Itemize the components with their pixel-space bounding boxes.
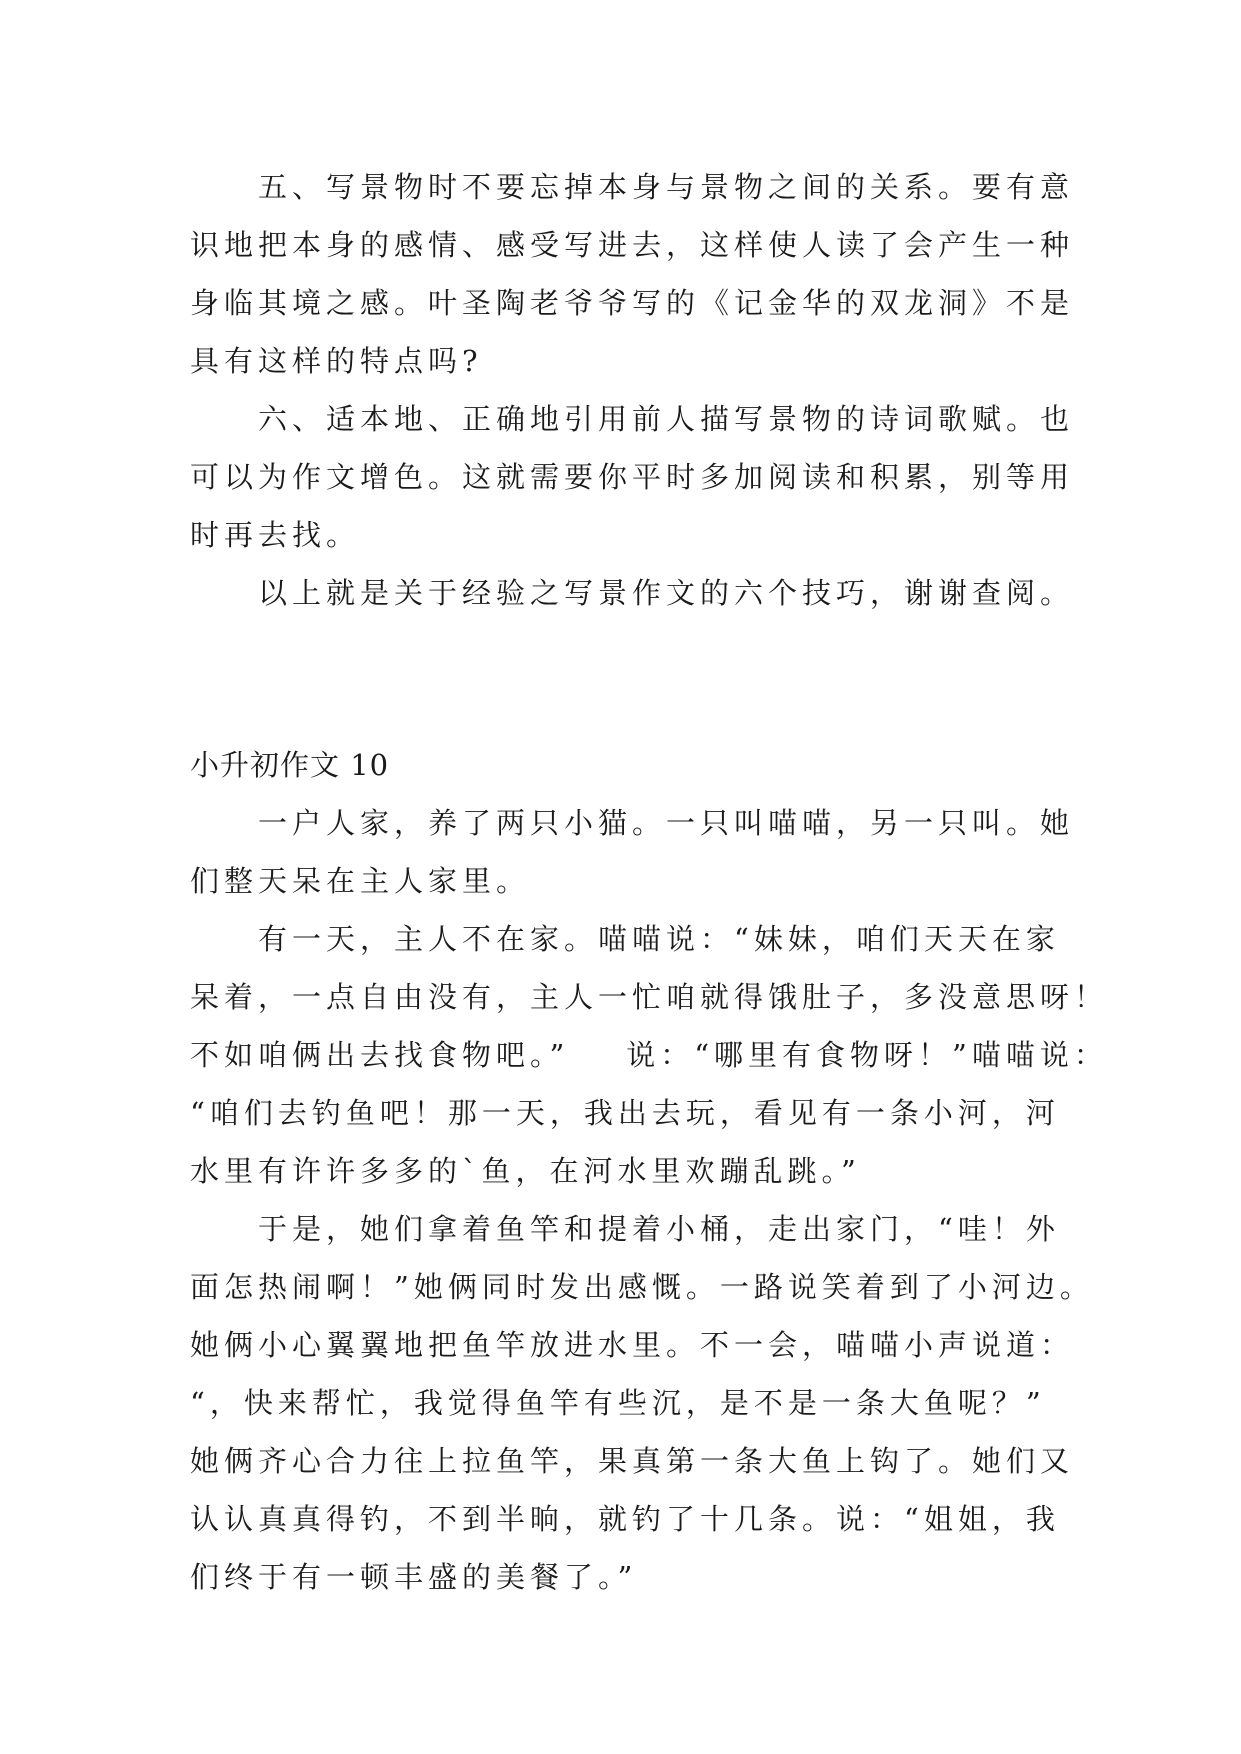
text-line: 五、写景物时不要忘掉本身与景物之间的关系。要有意 xyxy=(258,170,1075,204)
text-line: 身临其境之感。叶圣陶老爷爷写的《记金华的双龙洞》不是 xyxy=(190,286,1075,320)
paragraph-closing xyxy=(190,564,1090,622)
text-line: “，快来帮忙，我觉得鱼竿有些沉，是不是一条大鱼呢？” xyxy=(190,1386,1046,1420)
paragraph-section-6 xyxy=(190,390,1090,564)
text-line: 们整天呆在主人家里。 xyxy=(190,864,531,898)
section-gap xyxy=(190,622,1090,736)
text-line: 可以为作文增色。这就需要你平时多加阅读和积累，别等用 xyxy=(190,460,1075,494)
text-line: “咱们去钓鱼吧！那一天，我出去玩，看见有一条小河，河 xyxy=(190,1096,1060,1130)
text-line: 六、适本地、正确地引用前人描写景物的诗词歌赋。也 xyxy=(258,402,1075,436)
text-line: 具有这样的特点吗? xyxy=(190,344,483,378)
text-line: 面怎热闹啊！”她俩同时发出感慨。一路说笑着到了小河边。 xyxy=(190,1270,1094,1304)
text-line: 们终于有一顿丰盛的美餐了。” xyxy=(190,1560,638,1594)
text-line: 识地把本身的感情、感受写进去，这样使人读了会产生一种 xyxy=(190,228,1075,262)
essay-paragraph-3 xyxy=(190,1200,1094,1606)
text-line: 一户人家，养了两只小猫。一只叫喵喵，另一只叫。她 xyxy=(258,806,1075,840)
text-line: 她俩齐心合力往上拉鱼竿，果真第一条大鱼上钩了。她们又 xyxy=(190,1444,1075,1478)
essay-paragraph-2 xyxy=(190,910,1109,1200)
paragraph-section-5 xyxy=(190,158,1090,390)
text-line: 时再去找。 xyxy=(190,518,361,552)
text-line: 呆着，一点自由没有，主人一忙咱就得饿肚子，多没意思呀！ xyxy=(190,980,1109,1014)
essay-title: 小升初作文 10 xyxy=(190,748,390,782)
essay-paragraph-1 xyxy=(190,794,1090,910)
text-line: 不如咱俩出去找食物吧。” 说：“哪里有食物呀！”喵喵说： xyxy=(190,1038,1108,1072)
text-line: 于是，她们拿着鱼竿和提着小桶，走出家门，“哇！外 xyxy=(258,1212,1060,1246)
text-line: 她俩小心翼翼地把鱼竿放进水里。不一会，喵喵小声说道： xyxy=(190,1328,1075,1362)
text-line: 认认真真得钓，不到半晌，就钓了十几条。说：“姐姐，我 xyxy=(190,1502,1060,1536)
text-line: 有一天，主人不在家。喵喵说：“妹妹，咱们天天在家 xyxy=(258,922,1060,956)
text-line: 以上就是关于经验之写景作文的六个技巧，谢谢查阅。 xyxy=(258,576,1075,610)
text-line: 水里有许许多多的`鱼，在河水里欢蹦乱跳。” xyxy=(190,1154,861,1188)
document-body xyxy=(190,158,1109,1606)
